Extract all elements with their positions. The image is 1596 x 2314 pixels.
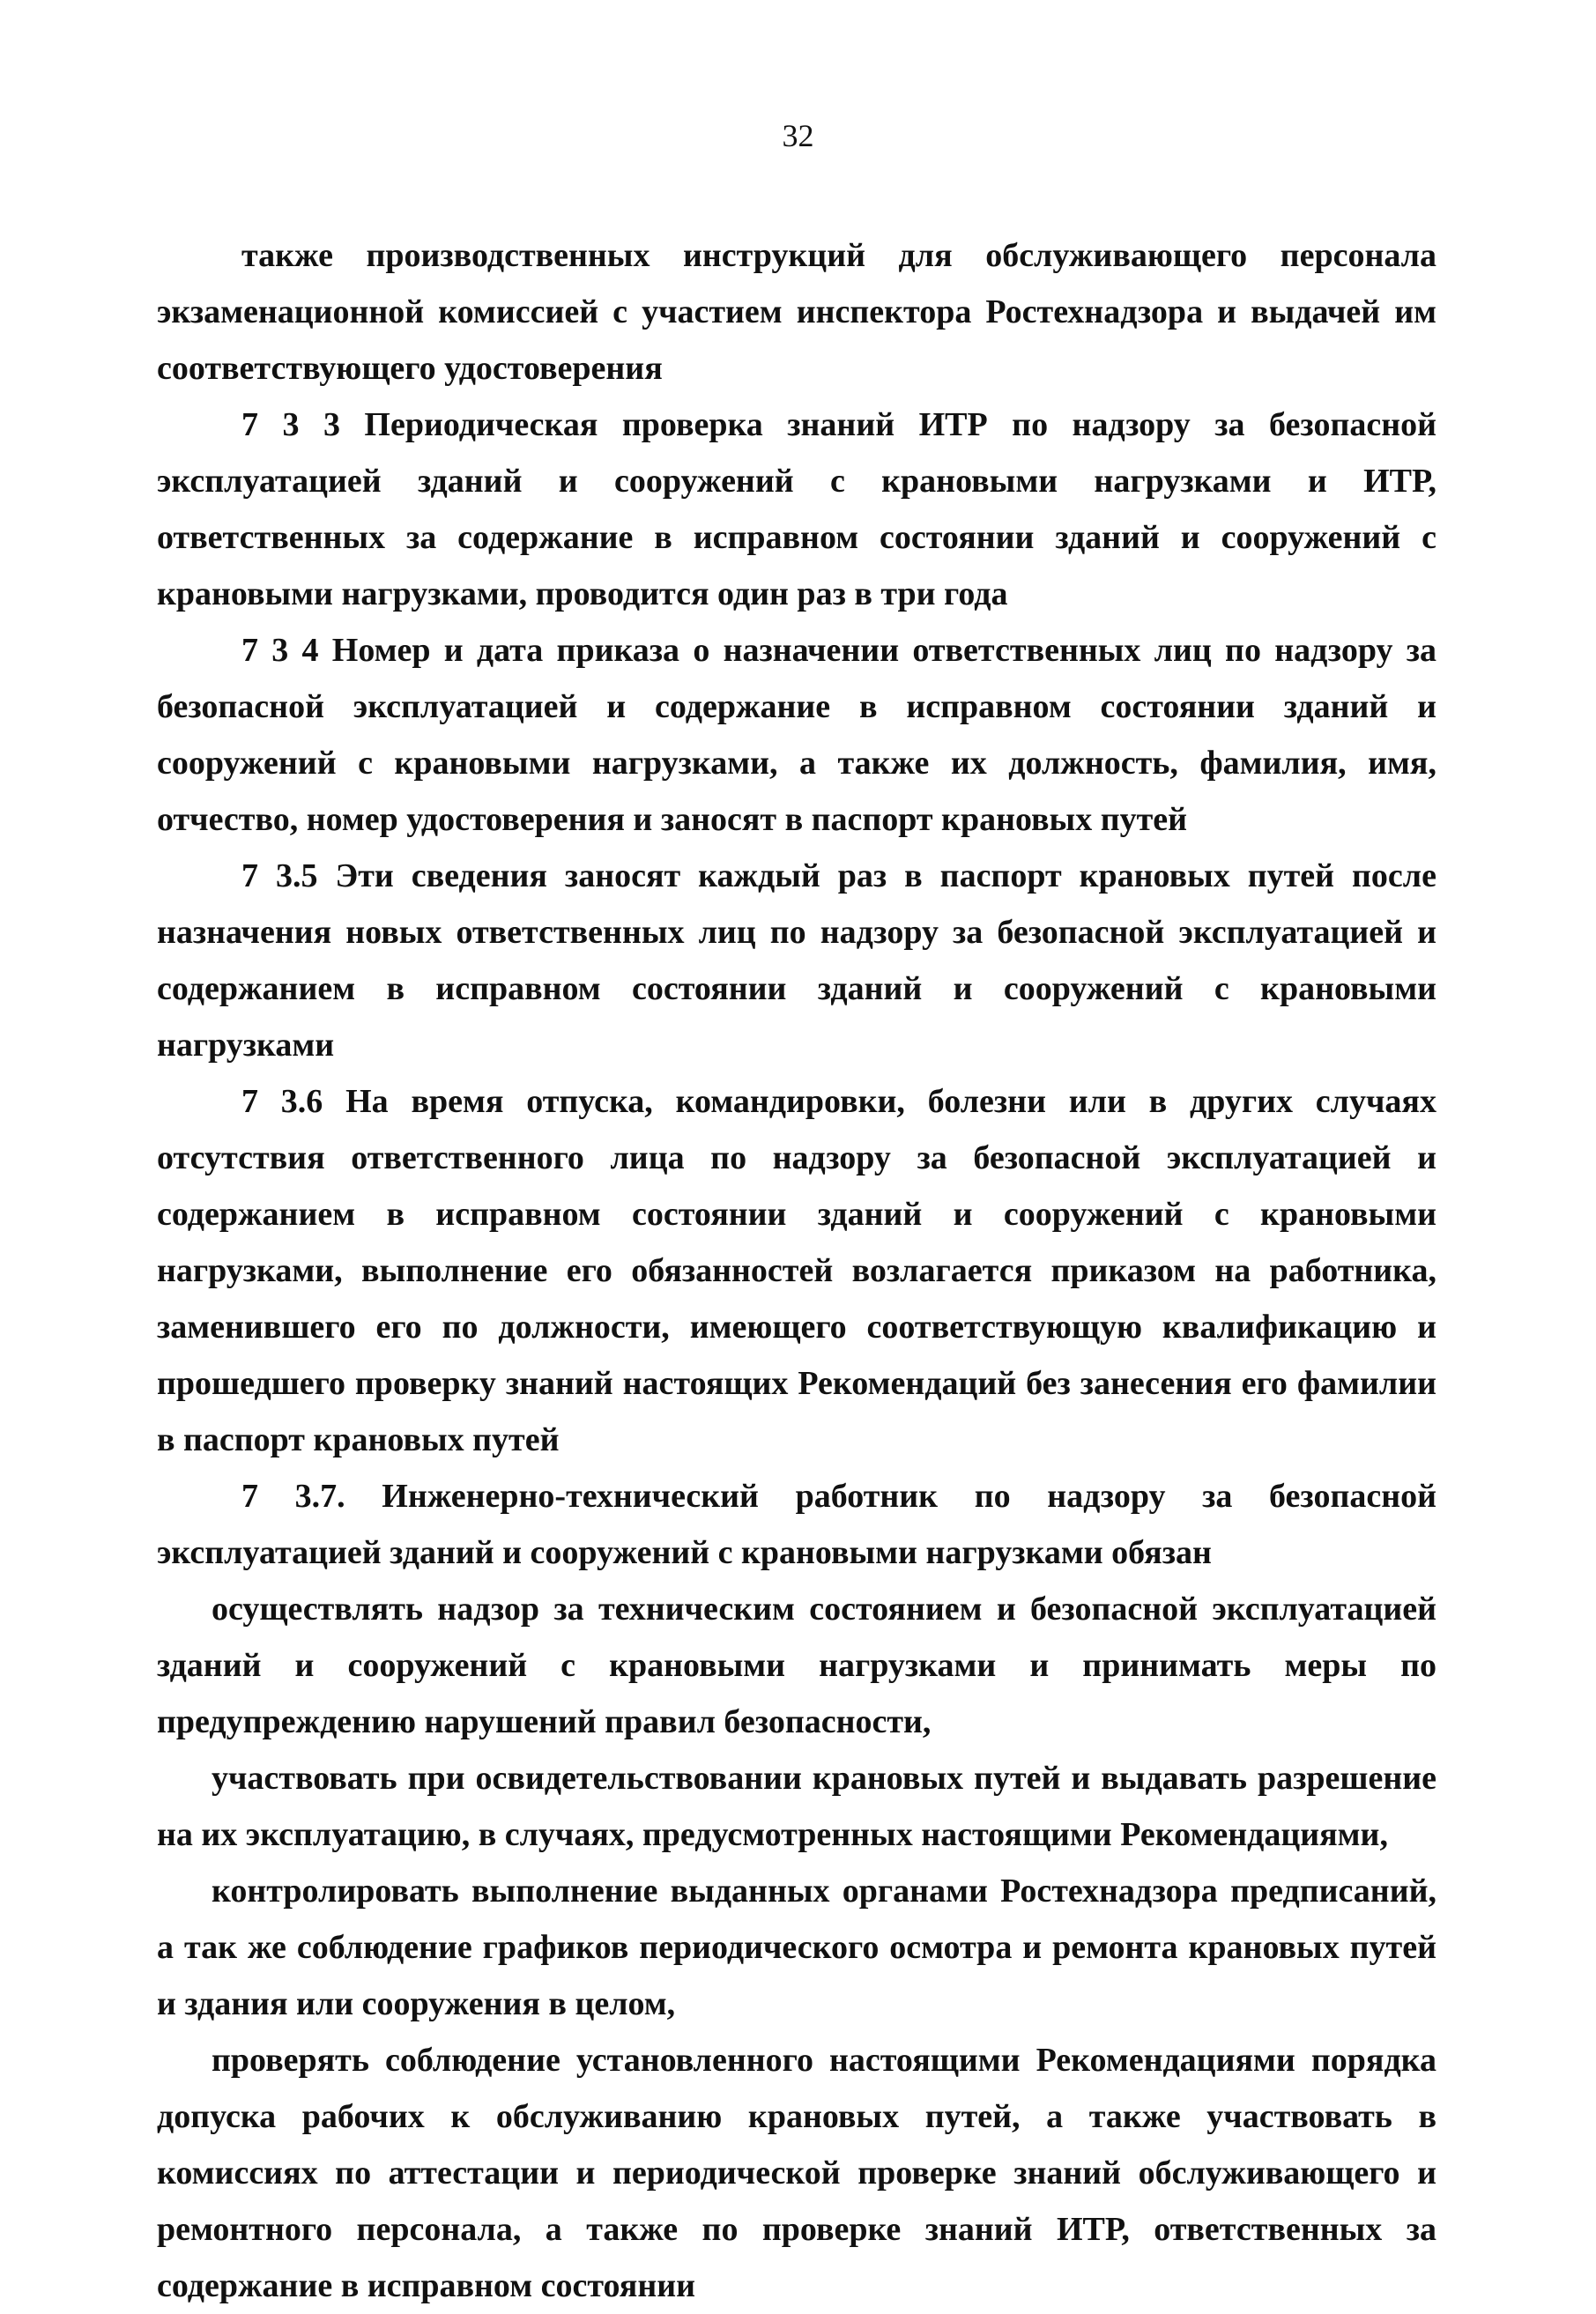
duty-item-verify: проверять соблюдение установленного настоящими Рекомендациями порядка допуска рабочих к обслуживанию крановых путей, а также участвовать в комиссиях по аттестации и периодической проверке знаний обслуживающего и ремонтного персонала, а также по проверке знаний ИТР, ответственных за содержание в исправном состоянии — [157, 2042, 1436, 2304]
duty-item-control: контролировать выполнение выданных органами Ростехнадзора предписаний, а так же соблюдение графиков периодического осмотра и ремонта крановых путей и здания или сооружения в целом, — [157, 1873, 1436, 2022]
duty-item-participate: участвовать при освидетельствовании крановых путей и выдавать разрешение на их эксплуатацию, в случаях, предусмотренных настоящими Рекомендациями, — [157, 1760, 1436, 1853]
document-body — [157, 227, 1436, 2314]
paragraph-7-3-3: 7 3 3 Периодическая проверка знаний ИТР по надзору за безопасной эксплуатацией зданий и сооружений с крановыми нагрузками и ИТР, ответственных за содержание в исправном состоянии зданий и сооружений с крановыми нагрузками, проводится один раз в три года — [157, 406, 1436, 612]
duty-item-supervise: осуществлять надзор за техническим состоянием и безопасной эксплуатацией зданий и сооружений с крановыми нагрузками и принимать меры по предупреждению нарушений правил безопасности, — [157, 1591, 1436, 1740]
paragraph-7-3-4: 7 3 4 Номер и дата приказа о назначении ответственных лиц по надзору за безопасной эксплуатацией и содержание в исправном состоянии зданий и сооружений с крановыми нагрузками, а также их должность, фамилия, имя, отчество, номер удостоверения и заносят в паспорт крановых путей — [157, 632, 1436, 838]
paragraph-7-3-5: 7 3.5 Эти сведения заносят каждый раз в паспорт крановых путей после назначения новых ответственных лиц по надзору за безопасной эксплуатацией и содержанием в исправном состоянии зданий и сооружений с крановыми нагрузками — [157, 857, 1436, 1064]
paragraph-7-3-7: 7 3.7. Инженерно-технический работник по надзору за безопасной эксплуатацией зданий и сооружений с крановыми нагрузками обязан — [157, 1478, 1436, 1571]
paragraph-7-3-6: 7 3.6 На время отпуска, командировки, болезни или в других случаях отсутствия ответственного лица по надзору за безопасной эксплуатацией и содержанием в исправном состоянии зданий и сооружений с крановыми нагрузками, выполнение его обязанностей возлагается приказом на работника, заменившего его по должности, имеющего соответствующую квалификацию и прошедшего проверку знаний настоящих Рекомендаций без занесения его фамилии в паспорт крановых путей — [157, 1083, 1436, 1458]
paragraph-continuation: также производственных инструкций для обслуживающего персонала экзаменационной комиссией с участием инспектора Ростехнадзора и выдачей им соответствующего удостоверения — [157, 237, 1436, 387]
page-number: 32 — [782, 118, 814, 153]
